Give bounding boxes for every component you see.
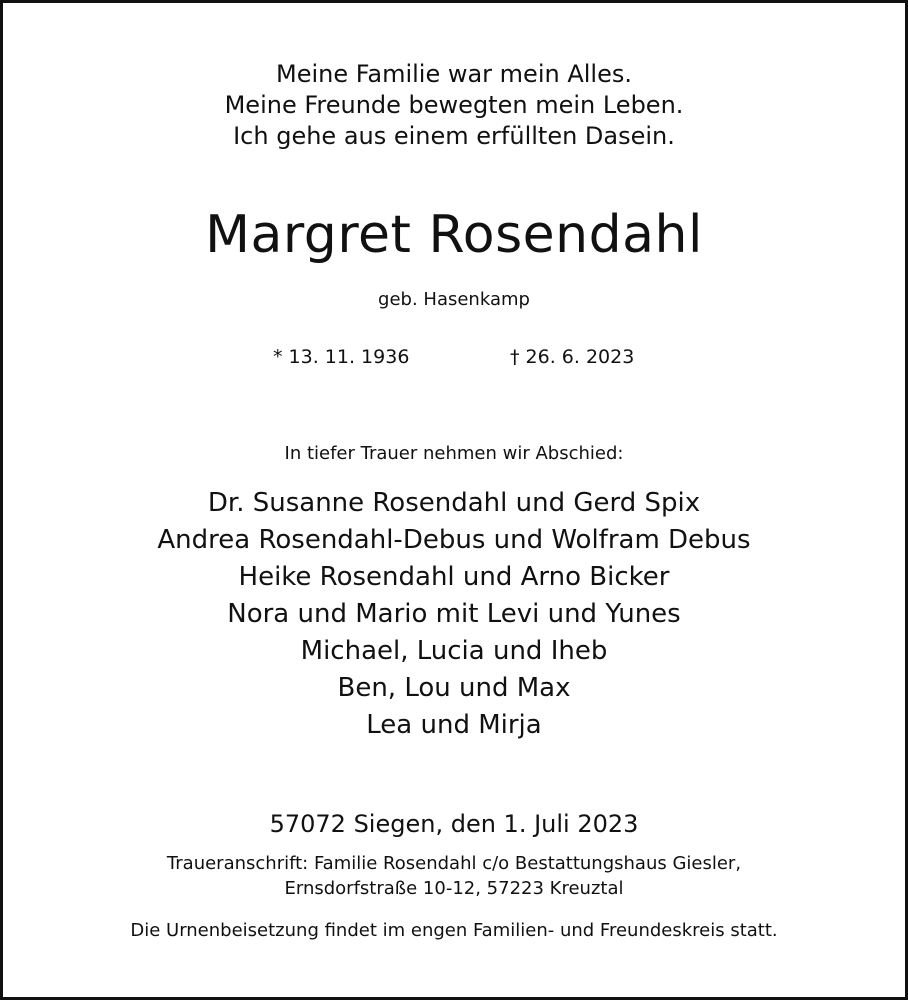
mourner-line-7: Lea und Mirja [366,710,542,740]
mourner-line-3: Heike Rosendahl und Arno Bicker [238,562,670,592]
death-date: † 26. 6. 2023 [510,346,635,368]
mourning-address-line-2: Ernsdorfstraße 10-12, 57223 Kreuztal [284,878,624,899]
motto-line-3: Ich gehe aus einem erfüllten Dasein. [233,122,675,150]
mourning-address-line-1: Traueranschrift: Familie Rosendahl c/o Bestattungshaus Giesler, [166,853,742,874]
motto-line-2: Meine Freunde bewegten mein Leben. [224,91,684,119]
motto-line-1: Meine Familie war mein Alles. [276,60,632,88]
deceased-name: Margret Rosendahl [205,205,703,265]
place-date: 57072 Siegen, den 1. Juli 2023 [269,810,639,838]
mourner-line-4: Nora und Mario mit Levi und Yunes [227,599,681,629]
birth-name: geb. Hasenkamp [378,289,530,310]
mourner-line-1: Dr. Susanne Rosendahl und Gerd Spix [207,488,701,518]
mourner-line-2: Andrea Rosendahl-Debus und Wolfram Debus [157,525,751,555]
mourner-line-6: Ben, Lou und Max [337,673,571,703]
birth-date: * 13. 11. 1936 [273,346,410,368]
mourner-line-5: Michael, Lucia und Iheb [300,636,608,666]
farewell-intro: In tiefer Trauer nehmen wir Abschied: [284,443,624,464]
burial-note: Die Urnenbeisetzung findet im engen Familien- und Freundeskreis statt. [130,920,778,941]
